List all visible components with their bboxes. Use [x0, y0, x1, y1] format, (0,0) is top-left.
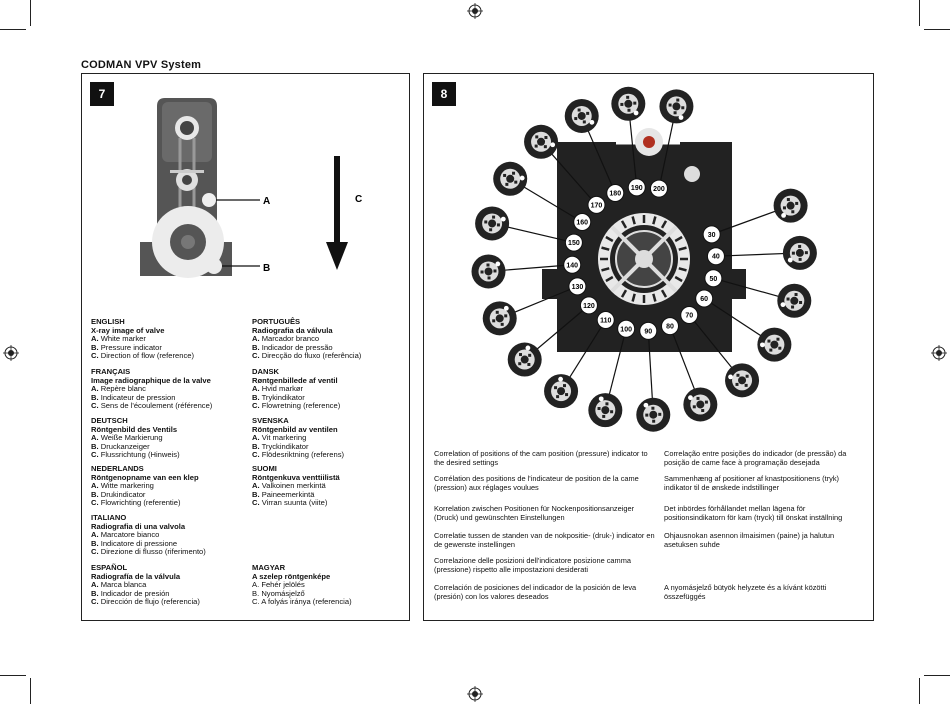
legend-item: A. Marcador branco [252, 334, 320, 344]
legend-item: A. Marcatore bianco [91, 530, 160, 540]
registration-mark-icon [467, 3, 483, 19]
legend-item: A. White marker [91, 334, 146, 344]
legend-item: A. Witte markering [91, 481, 154, 491]
cam-position-indicator-icon [588, 393, 622, 427]
cam-position-indicator-icon [475, 206, 509, 240]
legend-item: A. Weiße Markierung [91, 433, 163, 443]
lang-block-magyar: MAGYAR A szelep röntgenképe A. Fehér jelölés B. Nyomásjelző C. A folyás iránya (referencia) [252, 564, 402, 607]
xray-valve-illustration [132, 94, 382, 289]
caption-left: Corrélation des positions de l'indicateur de position de la came (pression) aux réglages voulues [434, 474, 639, 492]
crop-mark [0, 675, 26, 676]
cam-position-indicator-icon [636, 398, 670, 432]
legend-item: B. Nyomásjelző [252, 588, 305, 598]
legend-item: C. A folyás iránya (referencia) [252, 597, 352, 607]
legend-item: C. Direzione di flusso (riferimento) [91, 547, 206, 557]
setting-label: 140 [566, 262, 579, 270]
cam-position-indicator-icon [757, 328, 791, 362]
setting-label: 120 [583, 302, 595, 310]
legend-item: C. Dirección de flujo (referencia) [91, 597, 200, 607]
caption-left: Correlatie tussen de standen van de nokpositie- (druk-) indicator en de gewenste instellingen [434, 531, 655, 549]
legend-item: C. Direction of flow (reference) [91, 351, 194, 361]
flow-direction-arrowhead-icon [326, 242, 348, 270]
legend-item: B. Indicador de pressão [252, 342, 333, 352]
registration-mark-icon [467, 686, 483, 702]
legend-item: B. Pressure indicator [91, 342, 162, 352]
lang-block-espanol: ESPAÑOL Radiografía de la válvula A. Marca blanca B. Indicador de presión C. Dirección de flujo (referencia) [91, 564, 241, 607]
figure-number-badge: 8 [432, 82, 456, 106]
label-b: B [263, 263, 271, 274]
setting-label: 160 [576, 219, 589, 227]
crop-mark [919, 0, 920, 26]
crop-mark [924, 29, 950, 30]
pressure-settings-diagram [424, 74, 873, 444]
legend-item: A. Valkoinen merkintä [252, 481, 326, 491]
lang-block-francais: FRANÇAIS Image radiographique de la valve A. Repère blanc B. Indicateur de pression C. Sens de l'écoulement (référence) [91, 368, 241, 411]
cam-position-indicator-icon [565, 99, 599, 133]
legend-item: A. Fehér jelölés [252, 580, 305, 590]
cam-position-indicator-icon [659, 89, 693, 123]
cam-position-indicator-icon [471, 254, 505, 288]
legend-item: B. Paineemerkintä [252, 489, 315, 499]
legend-item: C. Virran suunta (viite) [252, 498, 328, 508]
caption-left: Korrelation zwischen Positionen für Nockenpositionsanzeiger (Druck) und gewünschten Einstellungen [434, 504, 635, 522]
document-title: CODMAN VPV System [81, 59, 202, 71]
caption-right: Sammenhæng af positioner af knastpositionens (tryk) indikator til de ønskede indstillinger [664, 474, 839, 492]
cam-position-indicator-icon [493, 162, 527, 196]
label-c: C [355, 194, 363, 205]
cam-position-indicator-icon [683, 387, 717, 421]
setting-label: 60 [700, 296, 709, 304]
lang-block-portugues: PORTUGUÊS Radiografia da válvula A. Marcador branco B. Indicador de pressão C. Direcção do fluxo (referência) [252, 318, 402, 361]
legend-item: B. Indicador de presión [91, 588, 170, 598]
legend-item: B. Druckanzeiger [91, 441, 150, 451]
legend-item: B. Drukindicator [91, 489, 146, 499]
figure-7-panel [81, 73, 410, 621]
cam-position-indicator-icon [524, 125, 558, 159]
legend-item: A. Hvid markør [252, 384, 304, 394]
legend-item: B. Indicatore di pressione [91, 538, 178, 548]
legend-item: C. Flowrichting (referentie) [91, 498, 181, 508]
setting-label: 40 [712, 253, 720, 261]
figure-number-badge: 7 [90, 82, 114, 106]
caption-left: Correlación de posiciones del indicador de la posición de leva (presión) con los valores deseados [434, 583, 637, 601]
crop-mark [924, 675, 950, 676]
caption-left: Correlazione delle posizioni dell'indicatore posizione camma (pressione) rispetto alle impostazioni desiderati [434, 556, 631, 574]
figure-8-panel [423, 73, 874, 621]
label-a: A [263, 196, 271, 207]
legend-item: C. Flussrichtung (Hinweis) [91, 450, 180, 460]
lang-block-svenska: SVENSKA Röntgenbild av ventilen A. Vit markering B. Tryckindikator C. Flödesriktning (referens) [252, 417, 402, 460]
caption-right: Ohjausnokan asennon ilmaisimen (paine) ja halutun asetuksen suhde [664, 531, 835, 549]
cam-position-indicator-icon [774, 189, 808, 223]
lang-block-italiano: ITALIANO Radiografia di una valvola A. Marcatore bianco B. Indicatore di pressione C. Direzione di flusso (riferimento) [91, 514, 241, 557]
legend-item: C. Direcção do fluxo (referência) [252, 351, 362, 361]
setting-label: 130 [571, 283, 584, 291]
caption-right: Correlação entre posições do indicador (de pressão) da posição de came face à programação desejada [664, 449, 847, 467]
setting-label: 200 [653, 186, 665, 194]
caption-right: Det inbördes förhållandet mellan lägena för positionsindikatorn för kam (tryck) till önskat inställning [664, 504, 843, 522]
legend-item: C. Flödesriktning (referens) [252, 450, 345, 460]
caption-right: A nyomásjelző bütyök helyzete és a kívánt közötti összefüggés [664, 583, 827, 601]
legend-item: B. Trykindikator [252, 392, 305, 402]
legend-item: B. Indicateur de pression [91, 392, 176, 402]
crop-mark [30, 678, 31, 704]
legend-item: A. Repère blanc [91, 384, 146, 394]
crop-mark [919, 678, 920, 704]
lang-block-english: ENGLISH X-ray image of valve A. White marker B. Pressure indicator C. Direction of flow (reference) [91, 318, 241, 361]
crop-mark [0, 29, 26, 30]
cam-position-indicator-icon [544, 374, 578, 408]
setting-label: 150 [568, 240, 580, 248]
lang-block-suomi: SUOMI Röntgenkuva venttiilistä A. Valkoinen merkintä B. Paineemerkintä C. Virran suunta (viite) [252, 465, 402, 508]
lang-block-nederlands: NEDERLANDS Röntgenopname van een klep A. Witte markering B. Drukindicator C. Flowrichting (referentie) [91, 465, 241, 508]
setting-label: 90 [644, 328, 653, 336]
setting-label: 50 [709, 275, 718, 283]
lang-block-dansk: DANSK Røntgenbillede af ventil A. Hvid markør B. Trykindikator C. Flowretning (reference) [252, 368, 402, 411]
cam-position-indicator-icon [508, 343, 542, 377]
setting-label: 80 [666, 323, 674, 331]
setting-label: 100 [620, 326, 632, 334]
legend-item: C. Sens de l'écoulement (référence) [91, 401, 213, 411]
cam-position-indicator-icon [783, 236, 817, 270]
setting-label: 170 [590, 202, 603, 210]
caption-left: Correlation of positions of the cam position (pressure) indicator to the desired settings [434, 449, 648, 467]
lang-block-deutsch: DEUTSCH Röntgenbild des Ventils A. Weiße Markierung B. Druckanzeiger C. Flussrichtung (Hinweis) [91, 417, 241, 460]
setting-label: 70 [685, 312, 694, 320]
setting-label: 30 [707, 231, 716, 239]
cam-position-indicator-icon [483, 301, 517, 335]
legend-item: A. Vit markering [252, 433, 307, 443]
legend-item: B. Tryckindikator [252, 441, 309, 451]
setting-label: 190 [630, 184, 643, 192]
registration-mark-icon [3, 345, 19, 361]
legend-item: A. Marca blanca [91, 580, 147, 590]
registration-mark-icon [931, 345, 947, 361]
cam-position-indicator-icon [777, 284, 811, 318]
flow-direction-arrow-icon [334, 156, 340, 246]
setting-label: 180 [609, 190, 622, 198]
cam-position-indicator-icon [725, 363, 759, 397]
crop-mark [30, 0, 31, 26]
legend-item: C. Flowretning (reference) [252, 401, 341, 411]
cam-position-indicator-icon [611, 87, 645, 121]
setting-label: 110 [600, 317, 612, 325]
